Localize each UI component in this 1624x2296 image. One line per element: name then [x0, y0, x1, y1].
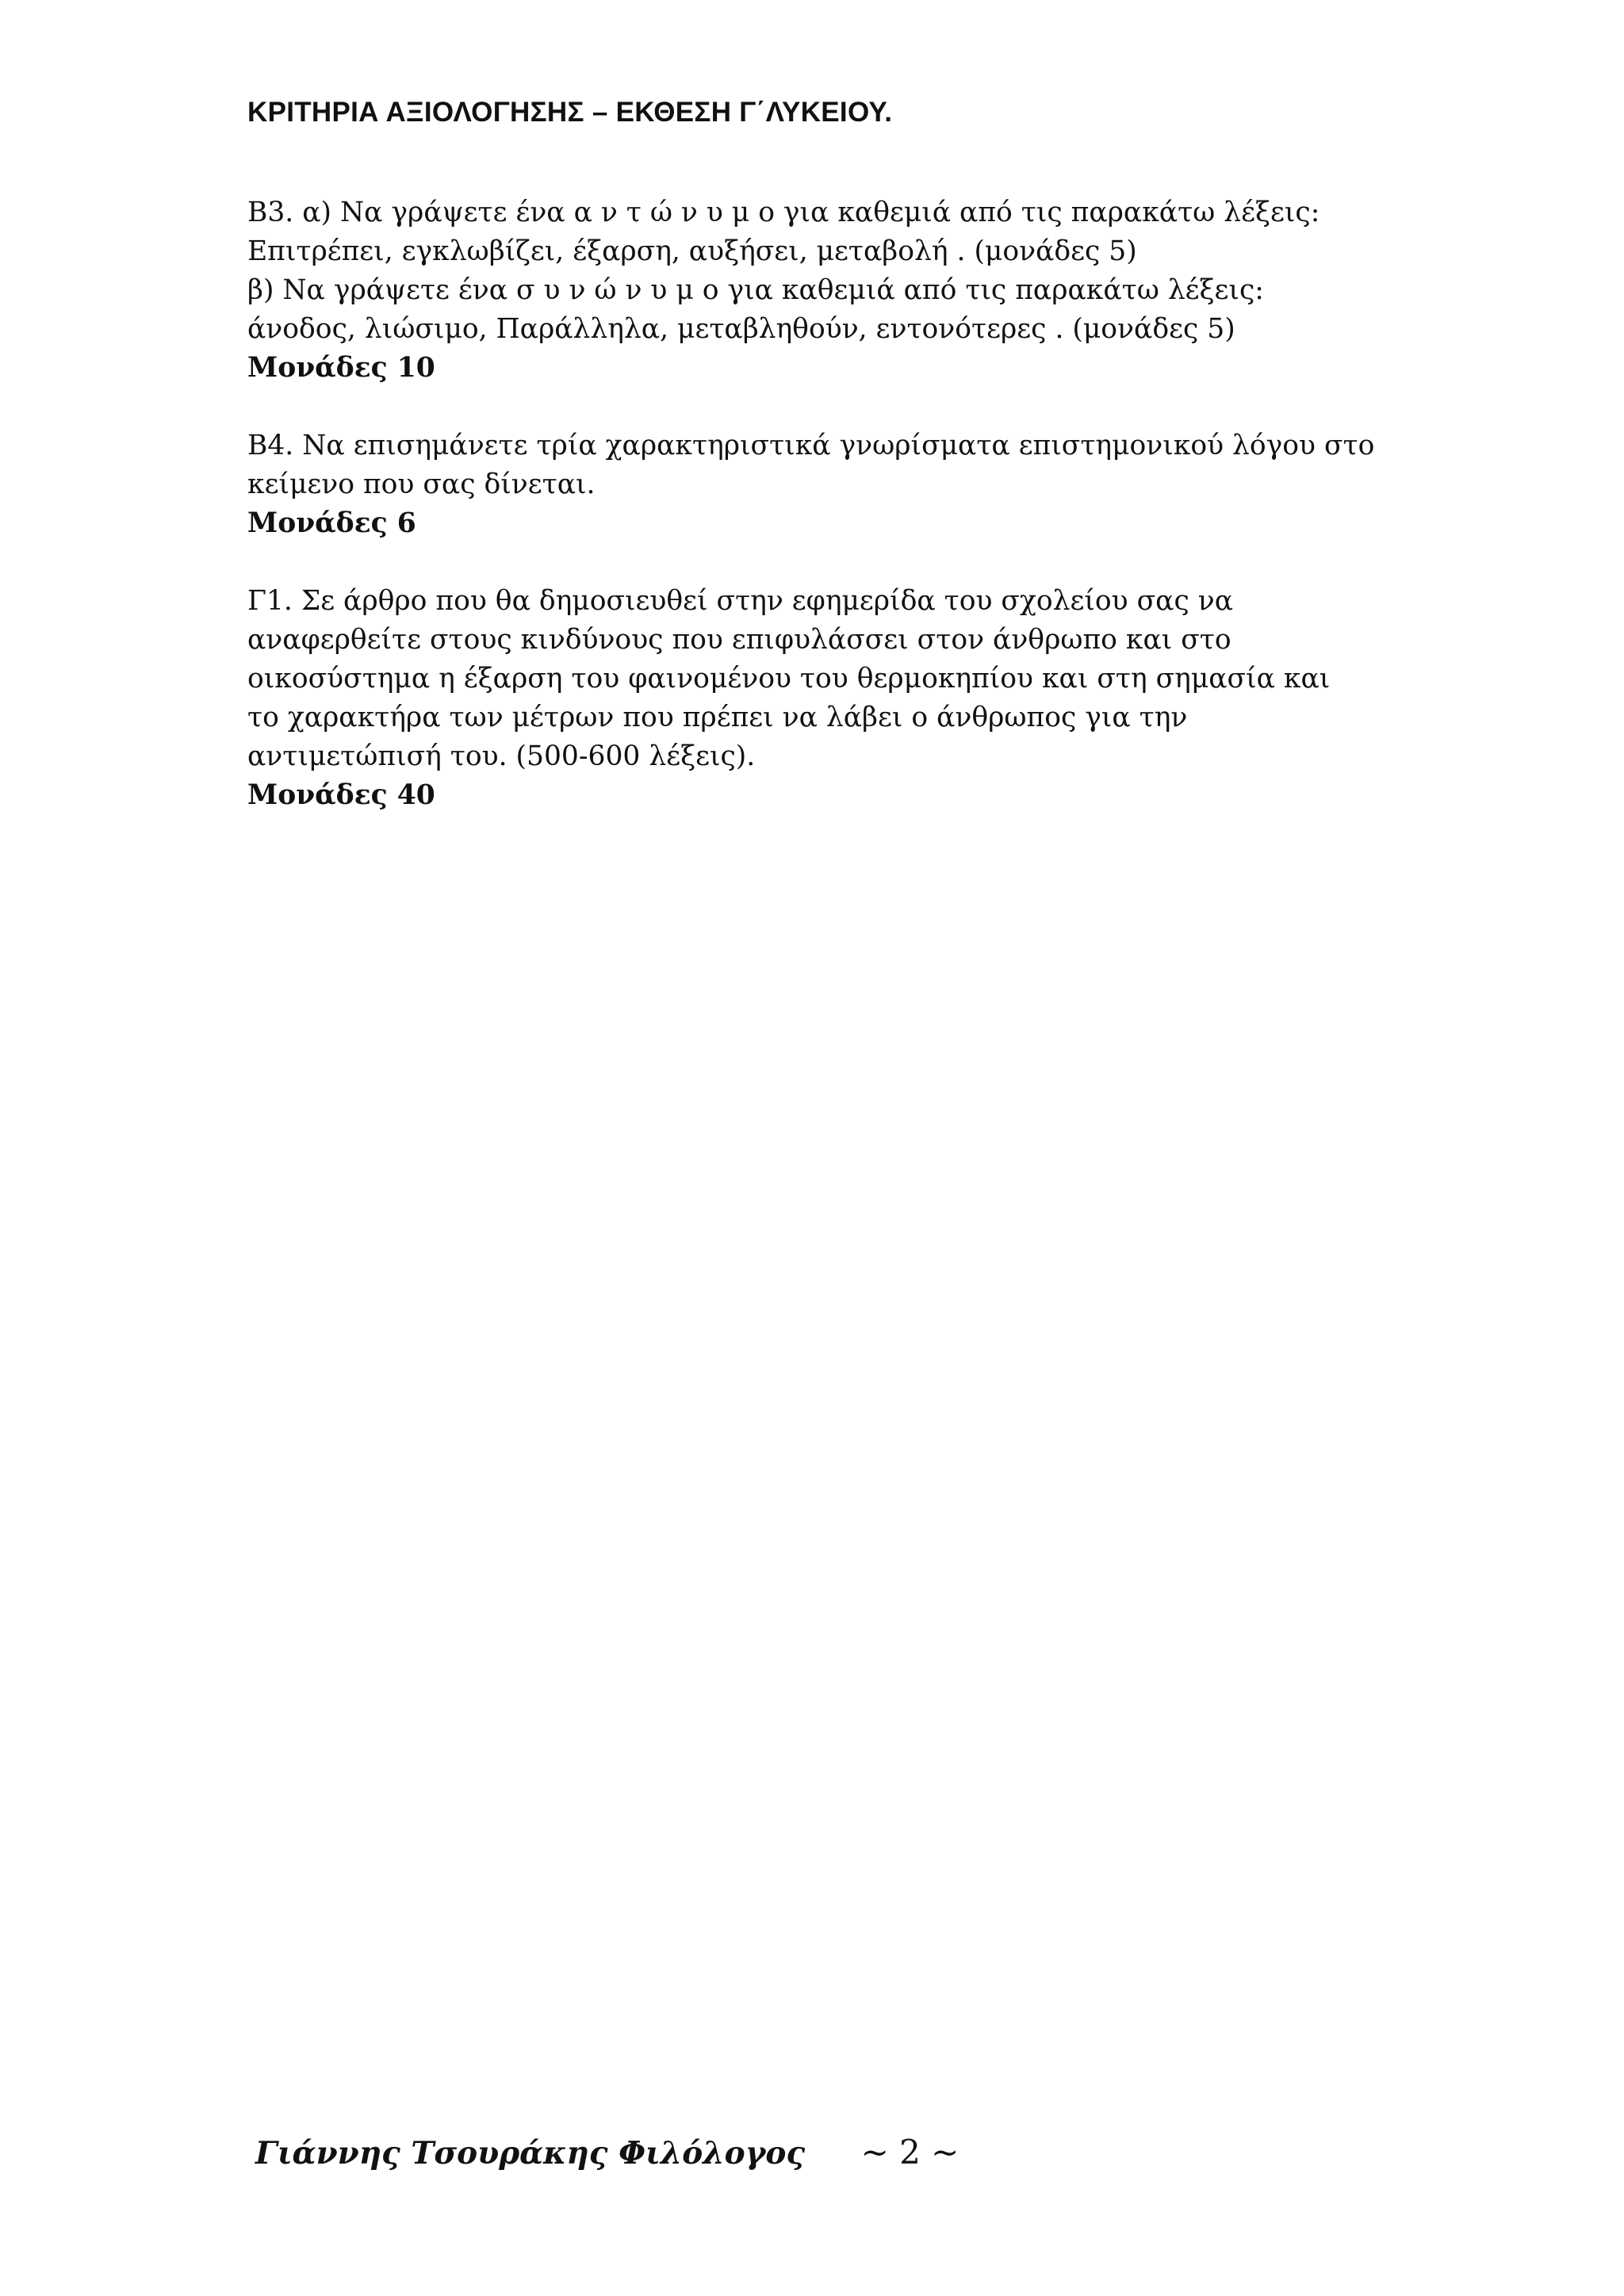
marks-label: Μονάδες 40	[247, 779, 435, 811]
question-g1	[247, 582, 1437, 815]
document-body	[247, 193, 1437, 815]
spacer	[247, 543, 1437, 582]
text-line: Γ1. Σε άρθρο που θα δημοσιευθεί στην εφημερίδα του σχολείου σας να	[247, 585, 1234, 617]
page-footer	[255, 2133, 959, 2172]
text-line: β) Να γράψετε ένα σ υ ν ώ ν υ μ ο για καθεμιά από τις παρακάτω λέξεις:	[247, 274, 1264, 306]
text-line: Επιτρέπει, εγκλωβίζει, έξαρση, αυξήσει, μεταβολή . (μονάδες 5)	[247, 235, 1137, 267]
footer-author: Γιάννης Τσουράκης Φιλόλογος	[255, 2135, 806, 2172]
text-line: άνοδος, λιώσιμο, Παράλληλα, μεταβληθούν, εντονότερες . (μονάδες 5)	[247, 313, 1235, 345]
text-line: αντιμετώπισή του. (500-600 λέξεις).	[247, 740, 756, 772]
text-line: το χαρακτήρα των μέτρων που πρέπει να λάβει ο άνθρωπος για την	[247, 702, 1188, 733]
text-line: οικοσύστημα η έξαρση του φαινομένου του θερμοκηπίου και στη σημασία και	[247, 663, 1331, 695]
marks-label: Μονάδες 6	[247, 507, 416, 539]
text-line: Β4. Να επισημάνετε τρία χαρακτηριστικά γνωρίσματα επιστημονικού λόγου στο	[247, 430, 1375, 461]
marks-label: Μονάδες 10	[247, 352, 435, 384]
spacer	[247, 388, 1437, 427]
text-line: Β3. α) Να γράψετε ένα α ν τ ώ ν υ μ ο για καθεμιά από τις παρακάτω λέξεις:	[247, 197, 1320, 228]
question-b4	[247, 427, 1437, 543]
page-header-title: ΚΡΙΤΗΡΙΑ ΑΞΙΟΛΟΓΗΣΗΣ – ΕΚΘΕΣΗ Γ΄ΛΥΚΕΙΟΥ.	[247, 97, 893, 128]
page-number: ~ 2 ~	[860, 2133, 959, 2172]
text-line: αναφερθείτε στους κινδύνους που επιφυλάσσει στον άνθρωπο και στο	[247, 624, 1231, 656]
question-b3	[247, 193, 1437, 388]
text-line: κείμενο που σας δίνεται.	[247, 469, 596, 500]
